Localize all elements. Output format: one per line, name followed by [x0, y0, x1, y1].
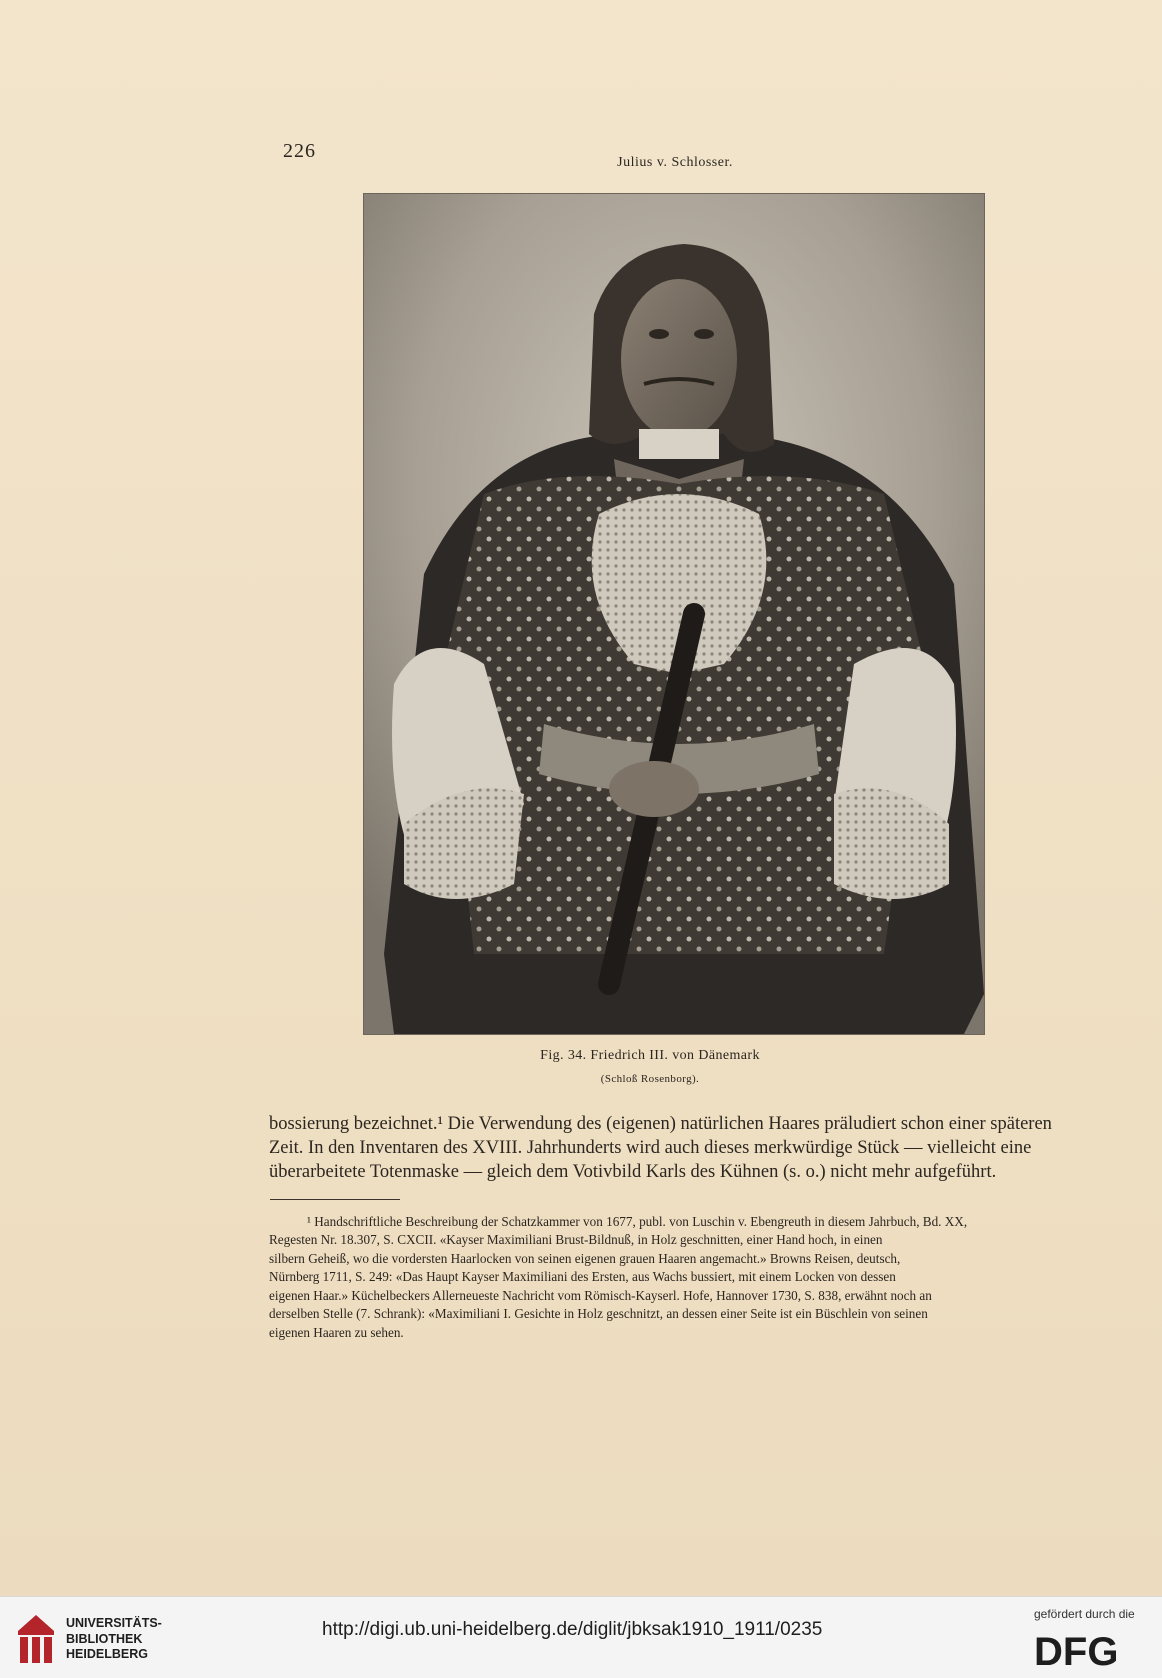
footnote [269, 1213, 1059, 1342]
dfg-logo-text: DFG [1034, 1630, 1119, 1669]
running-head: Julius v. Schlosser. [617, 155, 733, 170]
portrait-illustration [364, 194, 984, 1034]
page-number: 226 [283, 140, 316, 162]
figure-caption: Fig. 34. Friedrich III. von Dänemark [540, 1048, 760, 1063]
footnote-line: silbern Geheiß, wo die vordersten Haarlocken von seinen eigenen grauen Haaren angemacht.» Browns Reisen, deutsch, [269, 1250, 901, 1266]
permalink-url[interactable]: http://digi.ub.uni-heidelberg.de/diglit/jbksak1910_1911/0235 [322, 1619, 823, 1640]
portrait-photograph [363, 193, 985, 1035]
footnote-line: derselben Stelle (7. Schrank): «Maximiliani I. Gesichte in Holz geschnitzt, an dessen einer Seite ist ein Büschlein von seinen [269, 1306, 928, 1322]
footnote-line: eigenen Haar.» Küchelbeckers Allerneueste Nachricht vom Römisch-Kayserl. Hofe, Hannover 1730, S. 838, erwähnt noch an [269, 1287, 932, 1303]
library-name[interactable] [66, 1616, 162, 1663]
footnote-line: Regesten Nr. 18.307, S. CXCII. «Kayser Maximiliani Brust-Bildnuß, in Holz geschnitten, einer Hand hoch, in einen [269, 1232, 883, 1248]
dfg-logo-icon[interactable] [1034, 1629, 1146, 1669]
viewer-footer [0, 1596, 1162, 1678]
face [621, 279, 737, 439]
funded-by-label: gefördert durch die [1034, 1607, 1135, 1621]
university-library-logo-icon[interactable] [14, 1611, 58, 1667]
hand [609, 761, 699, 817]
body-line: bossierung bezeichnet.¹ Die Verwendung des (eigenen) natürlichen Haares präludiert schon einer späteren [269, 1114, 1052, 1134]
body-line: überarbeitete Totenmaske — gleich dem Votivbild Karls des Kühnen (s. o.) nicht mehr aufgeführt. [269, 1162, 997, 1183]
body-line: Zeit. In den Inventaren des XVIII. Jahrhunderts wird auch dieses merkwürdige Stück — vielleicht eine [269, 1138, 1032, 1159]
library-name-line: BIBLIOTHEK [66, 1631, 143, 1646]
figure-location: (Schloß Rosenborg). [600, 1073, 700, 1085]
footnote-line: ¹ Handschriftliche Beschreibung der Schatzkammer von 1677, publ. von Luschin v. Ebengreuth in diesem Jahrbuch, Bd. XX, [307, 1214, 968, 1229]
footnote-line: Nürnberg 1711, S. 249: «Das Haupt Kayser Maximiliani des Ersten, aus Wachs bussiert, mit einem Locken von dessen [269, 1269, 896, 1285]
library-name-line: UNIVERSITÄTS- [66, 1616, 162, 1630]
body-paragraph [269, 1112, 1059, 1184]
footnote-line: eigenen Haaren zu sehen. [269, 1324, 404, 1340]
library-name-line: HEIDELBERG [66, 1647, 148, 1662]
footnote-divider [270, 1199, 400, 1200]
